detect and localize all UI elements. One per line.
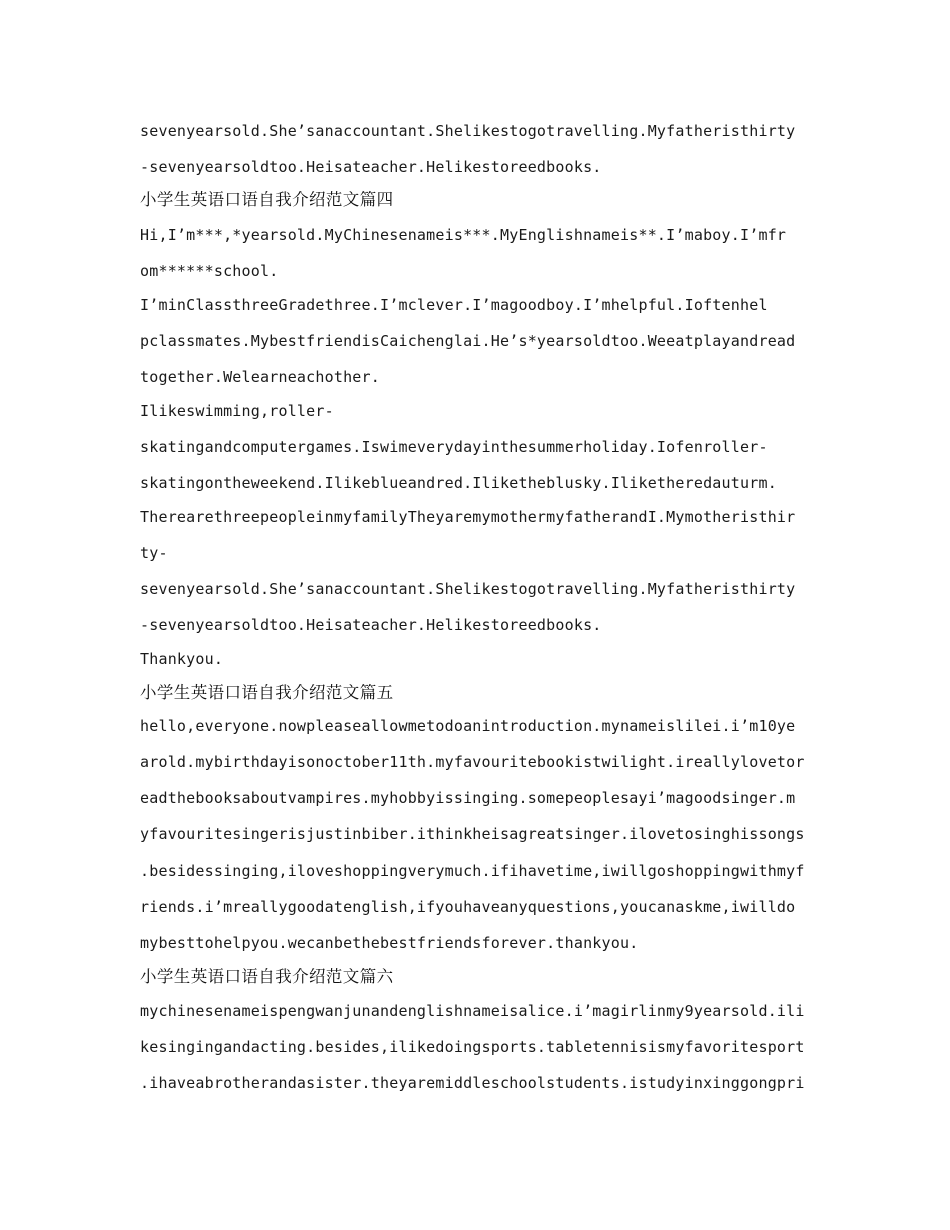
body-line: hello,everyone.nowpleaseallowmetodoanintroduction.mynameislilei.i’m10ye	[140, 717, 796, 735]
body-line: -sevenyearsoldtoo.Heisateacher.Helikestoreedbooks.	[140, 616, 602, 634]
body-line: skatingontheweekend.Ilikeblueandred.Iliketheblusky.Iliketheredauturm.	[140, 474, 777, 492]
body-line: I’minClassthreeGradethree.I’mclever.I’magoodboy.I’mhelpful.Ioftenhel	[140, 296, 768, 314]
body-line: -sevenyearsoldtoo.Heisateacher.Helikestoreedbooks.	[140, 158, 602, 176]
body-line: sevenyearsold.She’sanaccountant.Shelikestogotravelling.Myfatheristhirty	[140, 122, 796, 140]
body-line: Hi,I’m***,*yearsold.MyChinesenameis***.MyEnglishnameis**.I’maboy.I’mfr	[140, 226, 787, 244]
body-line: arold.mybirthdayisonoctober11th.myfavouritebookistwilight.ireallylovetor	[140, 753, 805, 771]
body-line: om******school.	[140, 262, 279, 280]
body-line: riends.i’mreallygoodatenglish,ifyouhaveanyquestions,youcanaskme,iwilldo	[140, 898, 796, 916]
section-heading: 小学生英语口语自我介绍范文篇五	[140, 683, 394, 702]
section-heading: 小学生英语口语自我介绍范文篇六	[140, 967, 394, 986]
body-line: .besidessinging,iloveshoppingverymuch.ifihavetime,iwillgoshoppingwithmyf	[140, 862, 805, 880]
body-line: mychinesenameispengwanjunandenglishnameisalice.i’magirlinmy9yearsold.ili	[140, 1002, 805, 1020]
body-line: mybesttohelpyou.wecanbethebestfriendsforever.thankyou.	[140, 934, 639, 952]
body-line: pclassmates.MybestfriendisCaichenglai.He’s*yearsoldtoo.Weeatplayandread	[140, 332, 796, 350]
body-line: sevenyearsold.She’sanaccountant.Shelikestogotravelling.Myfatheristhirty	[140, 580, 796, 598]
body-line: Ilikeswimming,roller-	[140, 402, 334, 420]
body-line: Thankyou.	[140, 650, 224, 668]
body-line: skatingandcomputergames.Iswimeverydayinthesummerholiday.Iofenroller-	[140, 438, 768, 456]
body-line: eadthebooksaboutvampires.myhobbyissinging.somepeoplesayi’magoodsinger.m	[140, 789, 796, 807]
body-line: .ihaveabrotherandasister.theyaremiddleschoolstudents.istudyinxinggongpri	[140, 1074, 805, 1092]
section-heading: 小学生英语口语自我介绍范文篇四	[140, 190, 394, 209]
body-line: together.Welearneachother.	[140, 368, 380, 386]
body-line: yfavouritesingerisjustinbiber.ithinkheisagreatsinger.ilovetosinghissongs	[140, 825, 805, 843]
body-line: TherearethreepeopleinmyfamilyTheyaremymothermyfatherandI.Mymotheristhir	[140, 508, 796, 526]
body-line: kesingingandacting.besides,ilikedoingsports.tabletennisismyfavoritesport	[140, 1038, 805, 1056]
body-line: ty-	[140, 544, 168, 562]
